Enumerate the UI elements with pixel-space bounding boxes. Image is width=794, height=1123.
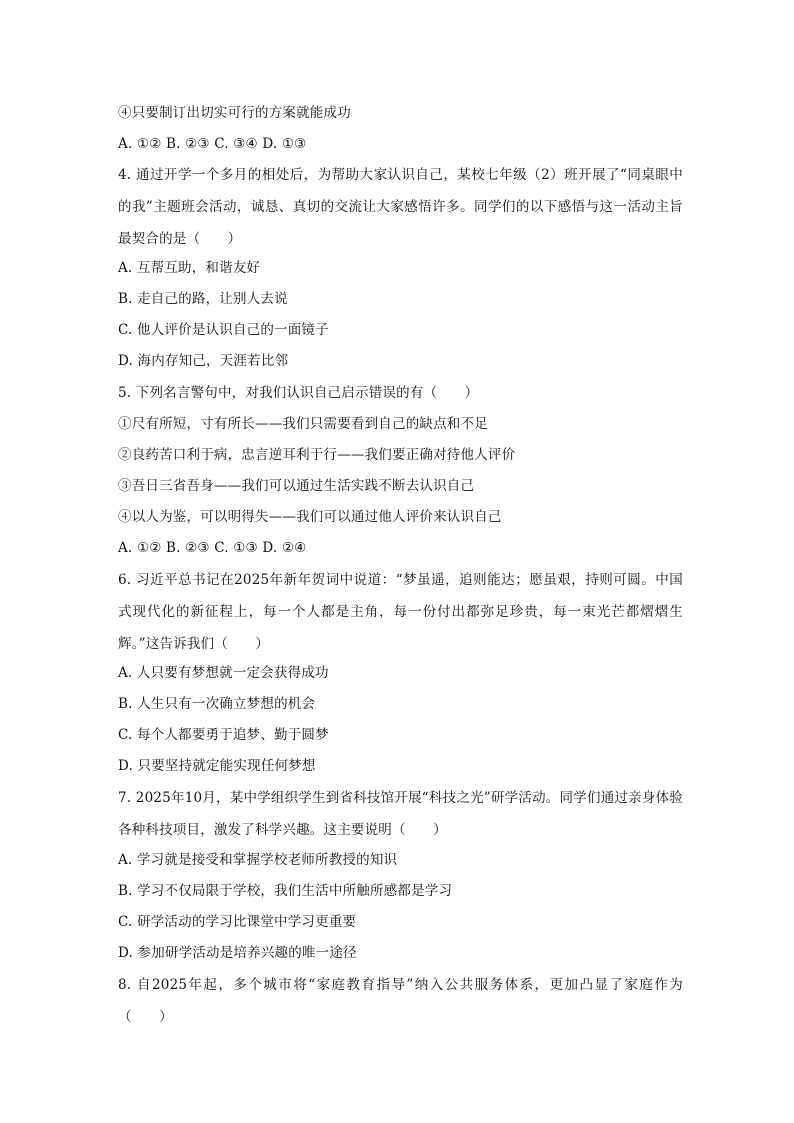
q4-option-c: C. 他人评价是认识自己的一面镜子	[118, 322, 329, 338]
q5-statement-1: ①尺有所短，寸有所长——我们只需要看到自己的缺点和不足	[118, 416, 488, 432]
q5-stem: 5. 下列名言警句中，对我们认识自己启示错误的有（ ）	[118, 385, 479, 401]
q4-option-b: B. 走自己的路，让别人去说	[118, 291, 288, 307]
q3-option-4: ④只要制订出切实可行的方案就能成功	[118, 105, 351, 121]
q6-option-c: C. 每个人都要勇于追梦、勤于圆梦	[118, 727, 329, 743]
q8-stem: 8. 自2025年起，多个城市将“家庭教育指导”纳入公共服务体系，更加凸显了家庭作为（ ）	[118, 977, 683, 1025]
q7-option-c: C. 研学活动的学习比课堂中学习更重要	[118, 914, 357, 930]
q4-option-d: D. 海内存知己，天涯若比邻	[118, 353, 289, 369]
q4-option-a: A. 互帮互助，和谐友好	[118, 260, 261, 276]
q6-stem: 6. 习近平总书记在2025年新年贺词中说道：“梦虽遥，追则能达；愿虽艰，持则可圆。中国式现代化的新征程上，每一个人都是主角，每一份付出都弥足珍贵，每一束光芒都熠熠生辉。”这告诉我们（ ）	[118, 572, 683, 652]
q4-stem: 4. 通过开学一个多月的相处后，为帮助大家认识自己，某校七年级（2）班开展了“同桌眼中的我”主题班会活动，诚恳、真切的交流让大家感悟许多。同学们的以下感悟与这一活动主旨最契合的是（ ）	[118, 167, 683, 247]
q5-statement-4: ④以人为鉴，可以明得失——我们可以通过他人评价来认识自己	[118, 509, 502, 525]
q7-stem: 7. 2025年10月，某中学组织学生到省科技馆开展“科技之光”研学活动。同学们通过亲身体验各种科技项目，激发了科学兴趣。这主要说明（ ）	[118, 790, 683, 838]
q5-statement-3: ③吾日三省吾身——我们可以通过生活实践不断去认识自己	[118, 478, 475, 494]
q6-option-a: A. 人只要有梦想就一定会获得成功	[118, 665, 329, 681]
q7-option-b: B. 学习不仅局限于学校，我们生活中所触所感都是学习	[118, 883, 453, 899]
q6-option-b: B. 人生只有一次确立梦想的机会	[118, 696, 316, 712]
q5-statement-2: ②良药苦口利于病，忠言逆耳利于行——我们要正确对待他人评价	[118, 447, 516, 463]
q7-option-a: A. 学习就是接受和掌握学校老师所教授的知识	[118, 852, 398, 868]
q6-option-d: D. 只要坚持就定能实现任何梦想	[118, 758, 316, 774]
q5-choices: A. ①② B. ②③ C. ①③ D. ②④	[118, 540, 307, 556]
q7-option-d: D. 参加研学活动是培养兴趣的唯一途径	[118, 945, 357, 961]
q3-choices: A. ①② B. ②③ C. ③④ D. ①③	[118, 136, 307, 152]
